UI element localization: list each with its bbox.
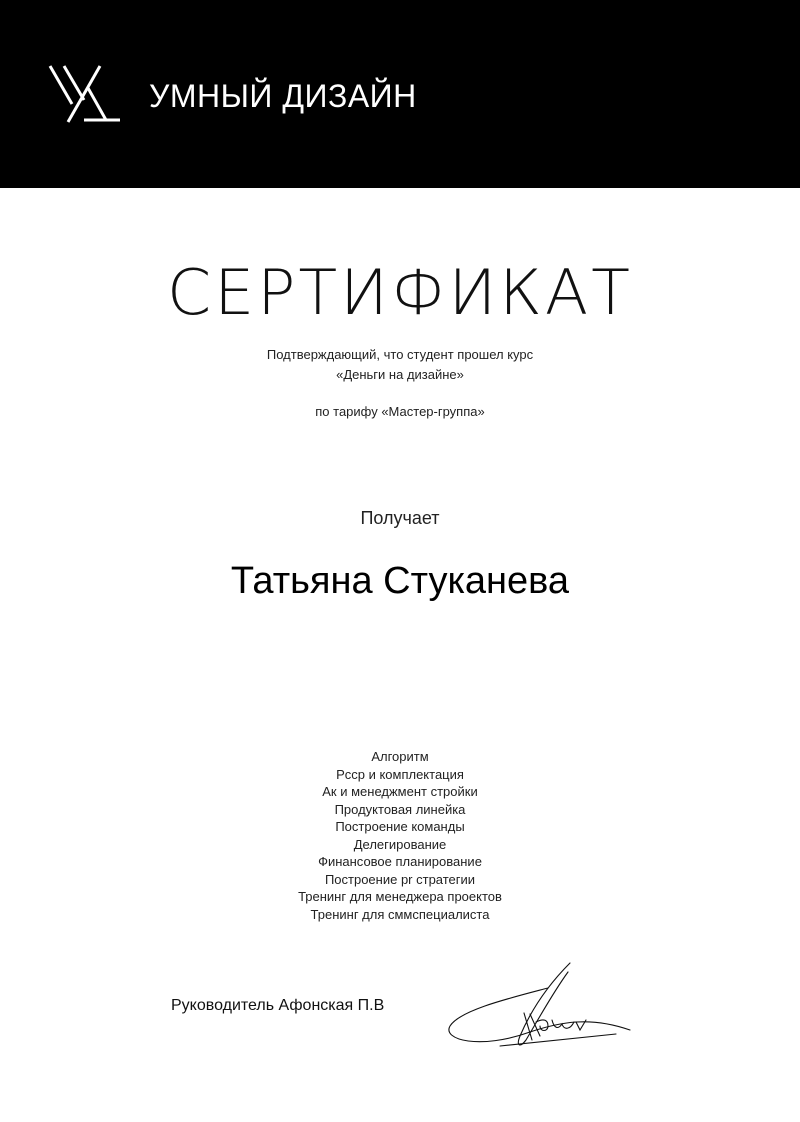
list-item: Тренинг для сммспециалиста [310,906,490,922]
list-item: Финансовое планирование [318,854,482,869]
list-item: Рсср и комплектация [336,766,464,782]
list-item: Продуктовая линейка [334,801,466,817]
list-item: Ак и менеджмент стройки [322,784,478,799]
recipient-name: Татьяна Стуканева [230,560,570,602]
signature-icon [440,958,640,1058]
list-item: Тренинг для менеджера проектов [298,889,502,904]
list-item: Построение pr стратегии [324,871,476,887]
certificate-title: СЕРТИФИКАТ [167,256,633,329]
manager-signature-line: Руководитель Афонская П.В [171,997,385,1014]
brand-name: УМНЫЙ ДИЗАЙН [149,78,417,114]
ud-logo-icon [48,64,122,124]
list-item: Алгоритм [371,749,429,764]
tariff-line: по тарифу «Мастер-группа» [315,404,485,419]
course-name: «Деньги на дизайне» [336,367,464,382]
list-item: Делегирование [353,836,447,852]
receives-label: Получает [360,508,440,528]
header-banner [0,0,800,188]
module-list [0,748,800,923]
confirm-line: Подтверждающий, что студент прошел курс [266,347,534,362]
list-item: Построение команды [335,819,465,834]
